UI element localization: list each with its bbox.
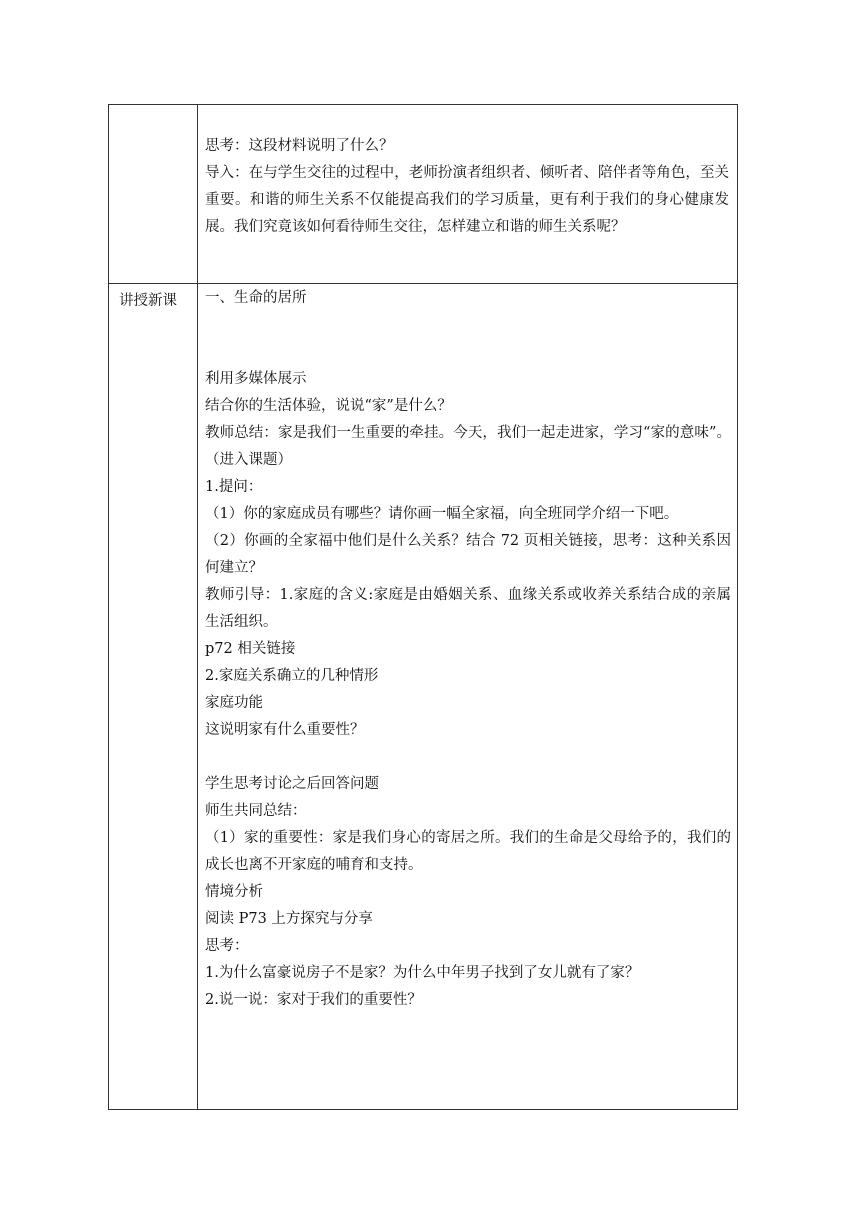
row-divider: [109, 283, 737, 284]
think-item-2: 2.说一说：家对于我们的重要性？: [205, 992, 422, 1008]
think-label: 思考：: [205, 938, 249, 954]
intro-cell: [205, 133, 729, 241]
read-p73: 阅读 P73 上方探究与分享: [205, 911, 373, 927]
importance-question: 这说明家有什么重要性？: [205, 722, 365, 738]
think-item-1: 1.为什么富豪说房子不是家？为什么中年男子找到了女儿就有了家？: [205, 965, 640, 981]
lesson-cell: [205, 285, 731, 1014]
family-cases: 2.家庭关系确立的几种情形: [205, 668, 379, 684]
lesson-plan-table: [108, 104, 738, 1110]
teacher-guide: 教师引导：1.家庭的含义:家庭是由婚姻关系、血缘关系或收养关系结合成的亲属生活组织。: [205, 587, 731, 630]
lead-in-paragraph: 导入：在与学生交往的过程中，老师扮演者组织者、倾听者、陪伴者等角色，至关重要。和谐的师生关系不仅能提高我们的学习质量，更有利于我们的身心健康发展。我们究竟该如何看待师生交往，怎样建立和谐的师生关系呢？: [205, 165, 729, 235]
family-function: 家庭功能: [205, 695, 263, 711]
column-divider: [197, 105, 198, 1109]
p72-link: p72 相关链接: [205, 641, 296, 657]
think-question: 思考：这段材料说明了什么？: [205, 138, 394, 154]
ask-title: 1.提问：: [205, 479, 263, 495]
ask-item-1: （1）你的家庭成员有哪些？请你画一幅全家福，向全班同学介绍一下吧。: [205, 506, 679, 522]
joint-summary: 师生共同总结：: [205, 803, 307, 819]
ask-item-2: （2）你画的全家福中他们是什么关系？结合 72 页相关链接，思考：这种关系因何建立？: [205, 533, 731, 576]
scenario-analysis: 情境分析: [205, 884, 263, 900]
section-label: 讲授新课: [119, 293, 177, 309]
home-question: 结合你的生活体验，说说“家”是什么？: [205, 398, 452, 414]
summary-item-1: （1）家的重要性：家是我们身心的寄居之所。我们的生命是父母给予的，我们的成长也离不开家庭的哺育和支持。: [205, 830, 731, 873]
student-discussion: 学生思考讨论之后回答问题: [205, 776, 379, 792]
section-title: 一、生命的居所: [205, 290, 307, 306]
multimedia-note: 利用多媒体展示: [205, 371, 307, 387]
teacher-summary: 教师总结：家是我们一生重要的牵挂。今天，我们一起走进家，学习“家的意味”。（进入课题）: [205, 425, 731, 468]
